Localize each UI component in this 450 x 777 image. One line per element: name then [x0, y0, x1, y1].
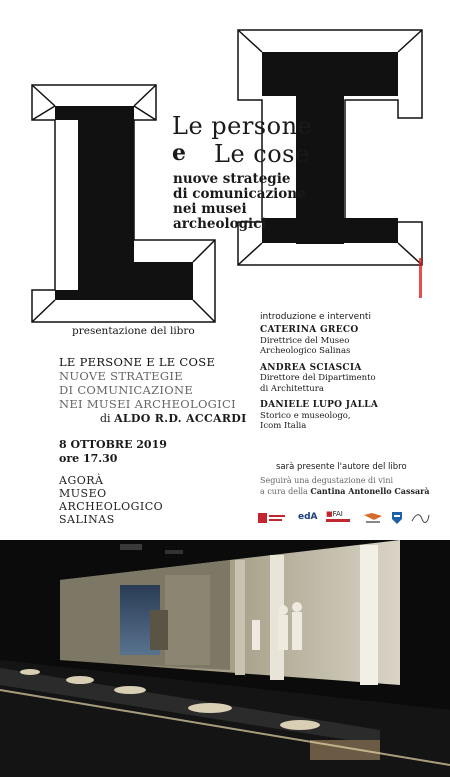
- author-line: [100, 412, 247, 425]
- speaker-item: [260, 400, 420, 432]
- venue-line: MUSEO: [59, 487, 107, 500]
- book-title-sub: DI COMUNICAZIONE: [59, 383, 194, 397]
- eda-logo: [298, 510, 320, 524]
- venue-line: SALINAS: [59, 513, 115, 526]
- book-title-main: LE PERSONE E LE COSE: [59, 355, 216, 369]
- book-title-sub: NUOVE STRATEGIE: [59, 369, 183, 383]
- subtitle: [173, 172, 313, 232]
- flag-logo: [362, 510, 384, 524]
- tasting-prefix: a cura della: [260, 487, 308, 496]
- regione-logo: [258, 510, 286, 524]
- speaker-item: [260, 325, 420, 357]
- speaker-role: Icom Italia: [260, 421, 307, 431]
- tasting-winery: Cantina Antonello Cassarà: [310, 486, 430, 496]
- subtitle-line: di comunicazione: [173, 186, 306, 202]
- speaker-role: Direttore del Dipartimento: [260, 373, 376, 383]
- museum-photo-illustration: [0, 540, 450, 777]
- speaker-role: Storico e museologo,: [260, 410, 351, 421]
- author-name: ALDO R.D. ACCARDI: [114, 412, 247, 425]
- eda-logo-text: edA: [298, 512, 318, 522]
- speaker-name: CATERINA GRECO: [260, 325, 359, 335]
- tasting-line: [260, 486, 430, 497]
- author-prefix: di: [100, 412, 111, 425]
- venue-line: ARCHEOLOGICO: [59, 500, 164, 513]
- speaker-name: DANIELE LUPO JALLA: [260, 400, 379, 410]
- venue-line: AGORÀ: [59, 474, 104, 487]
- venue: [59, 474, 163, 526]
- fai-logo-text: FAI: [332, 510, 343, 518]
- script-logo: [410, 510, 430, 524]
- partner-logos: [258, 510, 428, 528]
- museum-exhibition-photo: [0, 540, 450, 777]
- red-vertical-mark: [419, 258, 422, 298]
- shield-logo: [390, 510, 404, 524]
- event-date: 8 OTTOBRE 2019: [59, 438, 167, 451]
- event-datetime: [59, 438, 167, 466]
- speaker-role: di Architettura: [260, 383, 324, 394]
- wine-tasting-note: [260, 476, 430, 497]
- title-line-2: Le cose: [214, 140, 310, 168]
- fai-logo: ■FAI: [326, 510, 354, 524]
- book-title-sub: NEI MUSEI ARCHEOLOGICI: [59, 397, 236, 411]
- tasting-line: Seguirà una degustazione di vini: [260, 476, 394, 485]
- presentation-label: presentazione del libro: [72, 325, 195, 337]
- book-title: [59, 355, 236, 411]
- speaker-item: [260, 363, 420, 395]
- speakers-label: introduzione e interventi: [260, 312, 371, 322]
- speaker-role: Direttrice del Museo: [260, 335, 350, 346]
- author-present-note: sarà presente l'autore del libro: [276, 462, 407, 472]
- subtitle-line: nei musei archeologici: [173, 201, 267, 232]
- title-conjunction: e: [172, 140, 186, 166]
- speaker-name: ANDREA SCIASCIA: [260, 362, 362, 373]
- title-line-1: Le persone: [172, 112, 313, 140]
- event-time: ore 17.30: [59, 452, 118, 465]
- speaker-role: Archeologico Salinas: [260, 346, 351, 356]
- subtitle-line: nuove strategie: [173, 171, 291, 187]
- speaker-list: [260, 325, 420, 438]
